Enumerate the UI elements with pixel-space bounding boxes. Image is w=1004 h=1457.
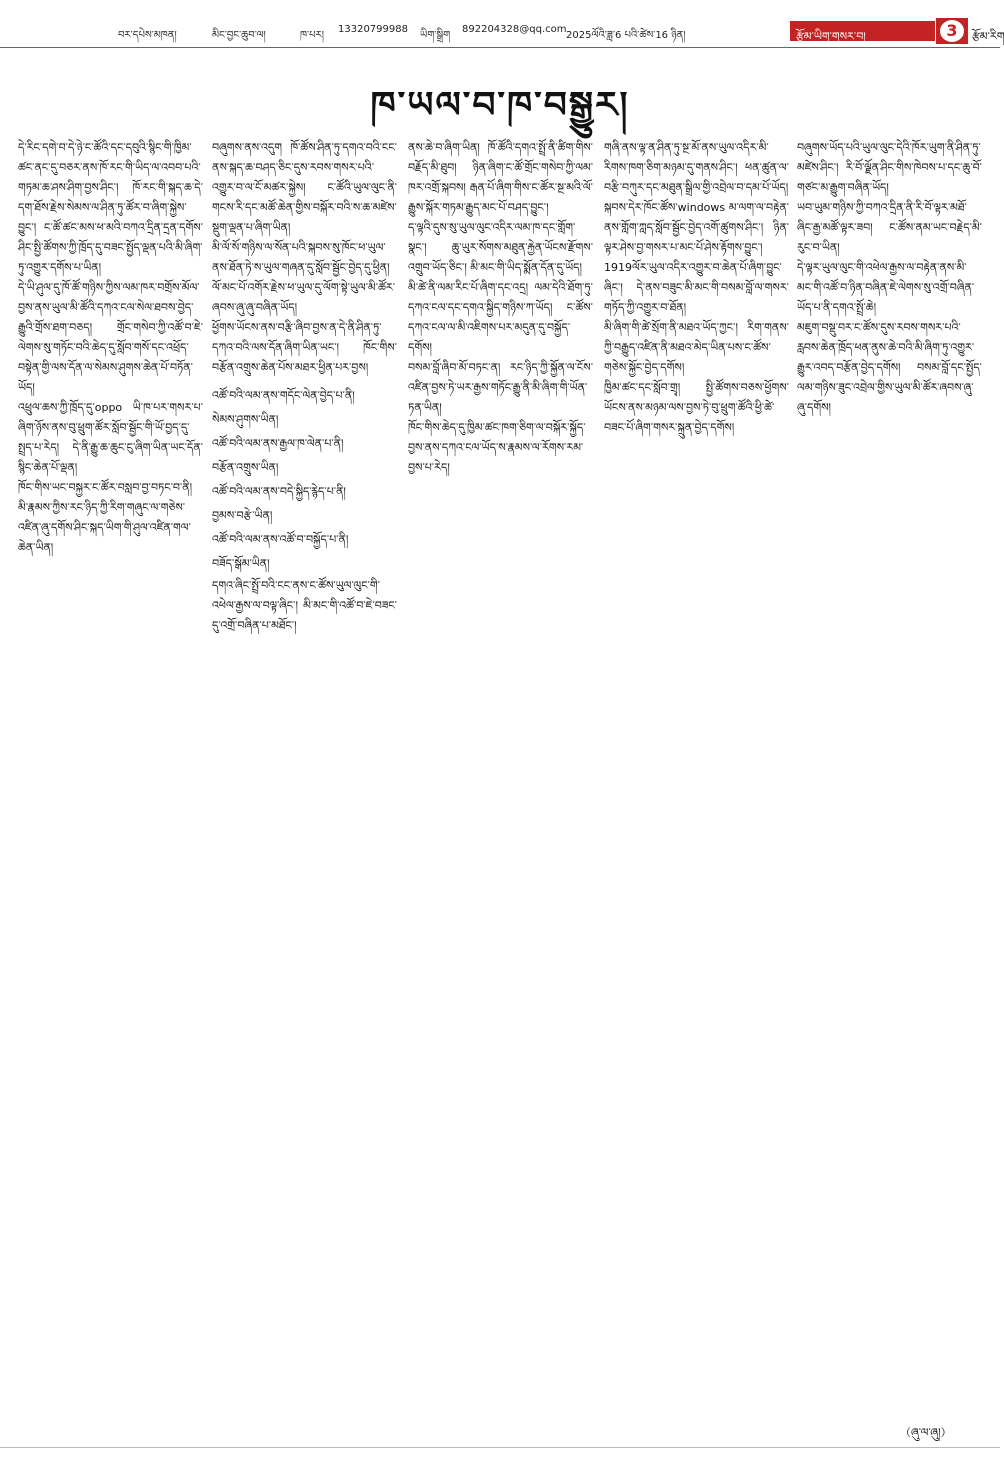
poem-line: འཚོ་བའི་ལམ་ནས་བདེ་སྐྱིད་རྙེད་པ་ནི། [212,485,346,498]
poem-line: འཚོ་བའི་ལམ་ནས་རྒྱལ་ཁ་ལེན་པ་ནི། [212,437,344,450]
header-rule [0,47,1000,48]
paragraph: མི་ལོ་སོ་གཉིས་ལ་སོན་པའི་སྐབས་སུ་ཁོང་ཕ་ཡུལ་ནས་ཐོན་ཏེ་ས་ཡུལ་གཞན་དུ་སློབ་སྦྱོང་བྱེད་དུ་ཕྱིན། ལོ་མང་པོ་འགོར་རྗེས་ཕ་ཡུལ་དུ་ལོག་སྟེ་ཡུལ་མི་ཚོར་ཞབས་ཞུ་ཞུ་བཞིན་ཡོད། [212,241,396,314]
paragraph: མི་ཚེ་ནི་ལམ་རིང་པོ་ཞིག་དང་འདྲ། ལམ་དེའི་ཐོག་ཏུ་དཀའ་ངལ་དང་དགའ་སྐྱིད་གཉིས་ཀ་ཡོད། ང་ཚོས་དཀའ་ངལ་ལ་མི་འཇིགས་པར་མདུན་དུ་བསྐྱོད་དགོས། [408,281,593,354]
paragraph: དེ་རིང་དགེ་བ་དེ་ཉེ་ང་ཚོའི་དང་དབུའི་སྙིང་གི་ཁྱིམ་ཚང་ནང་དུ་བཅར་ནས་ཁོ་རང་གི་ཡིད་ལ་འབབ་པའི་གཏམ་ཆ་ཤས་ཤིག་བྱས་ཤིང་། ཁོ་རང་གི་སྐད་ཆ་དེ་དག་ཐོས་རྗེས་སེམས་ལ་ཤིན་ཏུ་ཚོར་བ་ཞིག་སྐྱེས་བྱུང་། ང་ཚོ་ཚང་མས་ཕ་མའི་བཀའ་དྲིན་དྲན་དགོས་ཤིང་སྤྱི་ཚོགས་ཀྱི་ཁྲོད་དུ་བཟང་སྤྱོད་ལྡན་པའི་མི་ཞིག་ཏུ་འགྱུར་དགོས་པ་ཡིན། [18,141,203,274]
poem-line: བྱམས་བརྩེ་ཡིན། [212,509,273,522]
column-1 [18,138,203,1428]
poem-line: སེམས་ཤུགས་ཡིན། [212,413,279,426]
section-right-box [968,22,1004,43]
paragraph: བཞུགས་ཡོད་པའི་ཡུལ་ལུང་དེའི་ཁོར་ཡུག་ནི་ཤིན་ཏུ་མཛེས་ཤིང་། རི་བོ་ལྗོན་ཤིང་གིས་ཁེབས་པ་དང་ཆུ་བོ་གཙང་མ་རྒྱུག་བཞིན་ཡོད། [797,141,982,194]
continued-note: （ཞུ་ལ་ཞུ།） [900,1426,952,1439]
phone-label: ཁ་པར། [300,30,324,41]
editor-name: མིང་བྱང་ཆུབ་ལ། [212,30,266,41]
column-3 [408,138,593,1428]
paragraph: ཡབ་ཡུམ་གཉིས་ཀྱི་བཀའ་དྲིན་ནི་རི་བོ་ལྟར་མཐོ་ཞིང་རྒྱ་མཚོ་ལྟར་ཟབ། ང་ཚོས་ནམ་ཡང་བརྗེད་མི་རུང་བ་ཡིན། [797,201,982,254]
paragraph: ད་ལྟའི་དུས་སུ་ཡུལ་ལུང་འདིར་ལམ་ཁ་དང་གློག་སྣང་། ཆུ་ཡུར་སོགས་མཐུན་རྐྱེན་ཡོངས་རྫོགས་འགྲུབ་ཡོད་ཅིང་། མི་མང་གི་ཡིད་སྨོན་དོན་དུ་ཡོད། [408,221,593,274]
poem-line: འཚོ་བའི་ལམ་ནས་གདོང་ལེན་བྱེད་པ་ནི། [212,389,355,402]
phone-number: 13320799988 [338,24,408,35]
paragraph: གཞི་ནས་ལྟ་ན་ཤིན་ཏུ་སྔ་མོ་ནས་ཡུལ་འདིར་མི་རིགས་ཁག་ཅིག་མཉམ་དུ་གནས་ཤིང་། ཕན་ཚུན་ལ་བརྩི་བཀུར་དང་མཐུན་སྒྲིལ་གྱི་འབྲེལ་བ་དམ་པོ་ཡོད། [604,141,789,194]
paragraph: བསམ་བློ་ཞིབ་མོ་བཏང་ན། རང་ཉིད་ཀྱི་སྐྱོན་ལ་ངོས་འཛིན་བྱས་ཏེ་ཡར་རྒྱས་གཏོང་རྒྱུ་ནི་མི་ཞིག་གི་ཡོན་ཏན་ཡིན། [408,361,593,414]
section-label-box [790,21,935,41]
column-4 [604,138,789,1428]
paragraph: སྐབས་དེར་ཁོང་ཚོས་windows མ་ལག་ལ་བརྟེན་ནས་གློག་ཀླད་སློབ་སྦྱོང་བྱེད་འགོ་ཚུགས་ཤིང་། ཉིན་ལྟར་ཤེས་བྱ་གསར་པ་མང་པོ་ཤེས་རྟོགས་བྱུང་། [604,201,789,254]
section-banner [790,18,1004,44]
article-title: ཁ་ཡལ་བ་ཁ་བསྒྱུར། [370,84,630,126]
paragraph: དེ་ཡི་ཤུལ་དུ་ཁོ་ཚོ་གཉིས་ཀྱིས་ལམ་ཁར་བགྲོས་མོལ་བྱས་ནས་ཡུལ་མི་ཚོའི་དཀའ་ངལ་སེལ་ཐབས་བྱེད་རྒྱུའི་གྲོས་ཐག་བཅད། གྲོང་གསེབ་ཀྱི་འཚོ་བ་ཇེ་ལེགས་སུ་གཏོང་བའི་ཆེད་དུ་སློབ་གསོ་དང་འཕྲོད་བསྟེན་གྱི་ལས་དོན་ལ་སེམས་ཤུགས་ཆེན་པོ་བཏོན་ཡོད། [18,281,203,394]
issue-date: 2025ལོའི་ཟླ་6 པའི་ཚེས་16 ཉིན། [566,30,686,41]
section-right-label: རྩོམ་རིག [972,30,1004,43]
page-number-box [936,18,968,44]
column-5 [797,138,982,1428]
paragraph: ཁོང་གིས་ཡང་བསྐྱར་ང་ཚོར་བསླབ་བྱ་བཏང་བ་ནི། མི་རྣམས་ཀྱིས་རང་ཉིད་ཀྱི་རིག་གཞུང་ལ་གཅེས་འཛིན་ཞུ་དགོས་ཤིང་སྐད་ཡིག་གི་ཤུལ་འཛིན་གལ་ཆེན་ཡིན། [18,481,193,554]
paragraph: ཁོང་གིས་ཆེད་དུ་ཁྱིམ་ཚང་ཁག་ཅིག་ལ་བསྐོར་སྐྱོད་བྱས་ནས་དཀའ་ངལ་ཡོད་ས་རྣམས་ལ་རོགས་རམ་བྱས་པ་རེད། [408,421,586,474]
paragraph: ཁྱིམ་ཚང་དང་སློབ་གྲྭ། སྤྱི་ཚོགས་བཅས་ཕྱོགས་ཡོངས་ནས་མཉམ་ལས་བྱས་ཏེ་བུ་ཕྲུག་ཚོའི་ཕྱི་ཚེ་བཟང་པོ་ཞིག་གསར་སྐྲུན་བྱེད་དགོས། [604,381,789,434]
poem-line: བཟོད་སྒོམ་ཡིན། [212,557,270,570]
paragraph: བཞུགས་ནས་འདུག ཁོ་ཚོས་ཤིན་ཏུ་དགའ་བའི་ངང་ནས་སྐད་ཆ་བཤད་ཅིང་དུས་རབས་གསར་པའི་འགྱུར་བ་ལ་ངོ་མཚར་སྐྱེས། ང་ཚོའི་ཡུལ་ལུང་ནི་གངས་རི་དང་མཚོ་ཆེན་གྱིས་བསྐོར་བའི་ས་ཆ་མཛེས་སྡུག་ལྡན་པ་ཞིག་ཡིན། [212,141,397,234]
footer-rule [0,1447,1000,1448]
poem-line: བརྩོན་འགྲུས་ཡིན། [212,461,279,474]
paragraph: འཕྲུལ་ཆས་ཀྱི་ཁྲོད་དུ་oppo ཡི་ཁ་པར་གསར་པ་ཞིག་ཉོས་ནས་བུ་ཕྲུག་ཚོར་སློབ་སྦྱོང་གི་ཡོ་བྱད་དུ་སྤྲད་པ་རེད། དེ་ནི་རྒྱུ་ཆ་ཆུང་ངུ་ཞིག་ཡིན་ཡང་དོན་སྙིང་ཆེན་པོ་ལྡན། [18,401,203,474]
paragraph: དེ་ལྟར་ཡུལ་ལུང་གི་འཕེལ་རྒྱས་ལ་བརྟེན་ནས་མི་མང་གི་འཚོ་བ་ཉིན་བཞིན་ཇེ་ལེགས་སུ་འགྲོ་བཞིན་ཡོད་པ་ནི་དགའ་སྤྲོ་ཆེ། [797,261,975,314]
poem [212,384,397,576]
email-label: ཡིག་སྒྲིག [420,30,451,41]
paragraph: དགའ་ཞིང་སྤྲོ་བའི་ངང་ནས་ང་ཚོས་ཡུལ་ལུང་གི་འཕེལ་རྒྱས་ལ་བལྟ་ཞིང་། མི་མང་གི་འཚོ་བ་ཇེ་བཟང་དུ་འགྲོ་བཞིན་པ་མཐོང་། [212,579,397,632]
email-address: 892204328@qq.com [462,24,567,35]
paragraph: 1919ལོར་ཡུལ་འདིར་འགྱུར་བ་ཆེན་པོ་ཞིག་བྱུང་ཞིང་། དེ་ནས་བཟུང་མི་མང་གི་བསམ་བློ་ལ་གསར་གཏོད་ཀྱི་འགྱུར་བ་ཐོན། [604,261,789,314]
section-label: རྩོམ་ཡིག་གསར་བ། [796,30,866,43]
paragraph: མི་ཞིག་གི་ཚེ་སྲོག་ནི་མཐའ་ཡོད་ཀྱང་། རིག་གནས་ཀྱི་བརྒྱུད་འཛིན་ནི་མཐའ་མེད་ཡིན་པས་ང་ཚོས་གཅེས་སྐྱོང་བྱེད་དགོས། [604,321,789,374]
paragraph: མཇུག་བསྡུ་བར་ང་ཚོས་དུས་རབས་གསར་པའི་རླབས་ཆེན་ཁྲོད་ཕན་ནུས་ཆེ་བའི་མི་ཞིག་ཏུ་འགྱུར་རྒྱུར་འབད་བརྩོན་བྱེད་དགོས། བསམ་བློ་དང་སྤྱོད་ལམ་གཉིས་ཟུང་འབྲེལ་གྱིས་ཡུལ་མི་ཚོར་ཞབས་ཞུ་ཞུ་དགོས། [797,321,982,414]
page-header [0,0,1004,52]
column-2 [212,138,397,1428]
editor-label: བར་དཔེས་མཁན། [118,30,177,41]
poem-line: འཚོ་བའི་ལམ་ནས་འཚོ་བ་བསྐྱོད་པ་ནི། [212,533,349,546]
paragraph: ཕྱོགས་ཡོངས་ནས་བརྩི་ཞིབ་བྱས་ན་དེ་ནི་ཤིན་ཏུ་དཀའ་བའི་ལས་དོན་ཞིག་ཡིན་ཡང་། ཁོང་གིས་བརྩོན་འགྲུས་ཆེན་པོས་མཐར་ཕྱིན་པར་བྱས། [212,321,397,374]
page-number: 3 [940,20,964,42]
paragraph: ནས་ཆེ་བ་ཞིག་ཡིན། ཁོ་ཚོའི་དགའ་སྤྲོ་ནི་ཚིག་གིས་བརྗོད་མི་ཐུབ། ཉིན་ཞིག་ང་ཚོ་གྲོང་གསེབ་ཀྱི་ལམ་ཁར་འགྲོ་སྐབས། རྒན་པོ་ཞིག་གིས་ང་ཚོར་སྔ་མའི་ལོ་རྒྱུས་སྐོར་གཏམ་རྒྱུད་མང་པོ་བཤད་བྱུང་། [408,141,593,214]
